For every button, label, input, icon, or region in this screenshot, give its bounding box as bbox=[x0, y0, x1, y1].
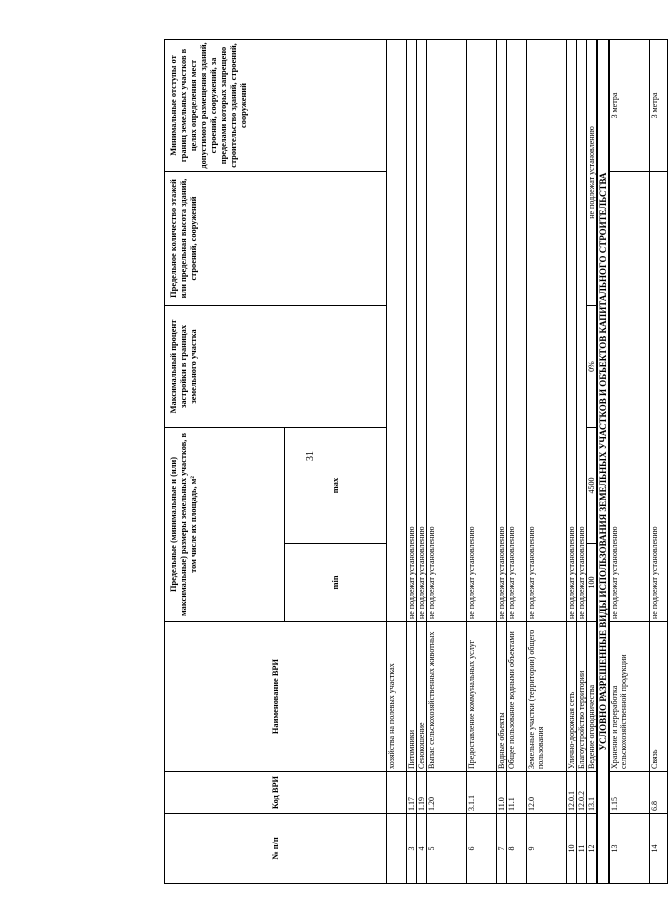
cell-value: не подлежат установлению bbox=[609, 172, 649, 622]
header-percent: Максимальный процент застройки в границах земельного участка bbox=[165, 306, 387, 428]
cell-value bbox=[387, 40, 407, 622]
cell-setback: 3 метра bbox=[649, 40, 667, 172]
cell-name: Водные объекты bbox=[497, 622, 507, 772]
cell-num: 7 bbox=[497, 814, 507, 884]
table-row bbox=[427, 40, 467, 884]
header-floors: Предельное количество этажей или предельная высота зданий, строений, сооружений bbox=[165, 172, 387, 306]
section-header-row bbox=[597, 40, 609, 884]
cell-value: не подлежат установлению bbox=[417, 40, 427, 622]
cell-code: 11.0 bbox=[497, 772, 507, 814]
cell-max: 4500 bbox=[587, 428, 598, 544]
cell-value: не подлежат установлению bbox=[507, 40, 527, 622]
cell-value: не подлежат установлению bbox=[427, 40, 467, 622]
cell-code: 11.1 bbox=[507, 772, 527, 814]
cell-num: 14 bbox=[649, 814, 667, 884]
header-min: min bbox=[285, 544, 387, 622]
cell-value: не подлежат установлению bbox=[649, 172, 667, 622]
header-sizes: Предельные (минимальные и (или) максимальные) размеры земельных участков, в том числе их площадь, м² bbox=[165, 428, 285, 622]
header-max: max bbox=[285, 428, 387, 544]
table-row bbox=[417, 40, 427, 884]
cell-code: 1.17 bbox=[407, 772, 417, 814]
cell-setback: 3 метра bbox=[609, 40, 649, 172]
cell-code: 13.1 bbox=[587, 772, 598, 814]
cell-name: Связь bbox=[649, 622, 667, 772]
cell-num: 6 bbox=[467, 814, 497, 884]
cell-num: 9 bbox=[527, 814, 567, 884]
cell-num: 11 bbox=[577, 814, 587, 884]
regulations-table bbox=[164, 39, 668, 884]
cell-num bbox=[387, 814, 407, 884]
table-row bbox=[497, 40, 507, 884]
cell-name: хозяйства на полевых участках bbox=[387, 622, 407, 772]
cell-name: Улично-дорожная сеть bbox=[567, 622, 577, 772]
cell-code: 12.0.1 bbox=[567, 772, 577, 814]
cell-num: 12 bbox=[587, 814, 598, 884]
cell-name: Ведение огородничества bbox=[587, 622, 598, 772]
table-row bbox=[567, 40, 577, 884]
cell-value: не подлежат установлению bbox=[407, 40, 417, 622]
cell-min: 100 bbox=[587, 544, 598, 622]
cell-num: 4 bbox=[417, 814, 427, 884]
cell-name: Общее пользование водными объектами bbox=[507, 622, 527, 772]
cell-num: 3 bbox=[407, 814, 417, 884]
cell-percent: 0% bbox=[587, 306, 598, 428]
cell-value: не подлежат установлению bbox=[567, 40, 577, 622]
cell-name: Хранение и переработка сельскохозяйственной продукции bbox=[609, 622, 649, 772]
cell-name: Предоставление коммунальных услуг bbox=[467, 622, 497, 772]
cell-num: 10 bbox=[567, 814, 577, 884]
table-row bbox=[587, 40, 598, 884]
cell-name: Благоустройство территории bbox=[577, 622, 587, 772]
table-row bbox=[507, 40, 527, 884]
cell-value: не подлежат установлению bbox=[497, 40, 507, 622]
cell-code: 1.20 bbox=[427, 772, 467, 814]
cell-num: 8 bbox=[507, 814, 527, 884]
cell-code bbox=[387, 772, 407, 814]
cell-value: не подлежат установлению bbox=[527, 40, 567, 622]
cell-value: не подлежат установлению bbox=[577, 40, 587, 622]
cell-code: 6.8 bbox=[649, 772, 667, 814]
cell-code: 1.19 bbox=[417, 772, 427, 814]
cell-num: 5 bbox=[427, 814, 467, 884]
table-row bbox=[467, 40, 497, 884]
header-num: № п/п bbox=[165, 814, 387, 884]
table-row bbox=[577, 40, 587, 884]
cell-code: 1.15 bbox=[609, 772, 649, 814]
cell-name: Выпас сельскохозяйственных животных bbox=[427, 622, 467, 772]
cell-value: не подлежат установлению bbox=[467, 40, 497, 622]
header-setbacks: Минимальные отступы от границ земельных участков в целях определения мест допустимого размещения зданий, строений, сооружений, за пределами которых запрещено строительство зданий, строений, сооружений bbox=[165, 40, 387, 172]
cell-num: 13 bbox=[609, 814, 649, 884]
table-row bbox=[649, 40, 667, 884]
cell-rest: не подлежат установлению bbox=[587, 40, 598, 306]
table-row bbox=[527, 40, 567, 884]
cell-name: Земельные участки (территории) общего пользования bbox=[527, 622, 567, 772]
cell-code: 12.0 bbox=[527, 772, 567, 814]
cell-name: Сенокошение bbox=[417, 622, 427, 772]
cell-code: 12.0.2 bbox=[577, 772, 587, 814]
table-row bbox=[609, 40, 649, 884]
header-code: Код ВРИ bbox=[165, 772, 387, 814]
page-number: 31 bbox=[305, 451, 316, 461]
cell-name: Питомники bbox=[407, 622, 417, 772]
rotated-table-container bbox=[164, 40, 659, 884]
header-name: Наименование ВРИ bbox=[165, 622, 387, 772]
table-row-continuation bbox=[387, 40, 407, 884]
section-title: УСЛОВНО РАЗРЕШЕННЫЕ ВИДЫ ИСПОЛЬЗОВАНИЯ ЗЕМЕЛЬНЫХ УЧАСТКОВ И ОБЪЕКТОВ КАПИТАЛЬНОГО СТРОИТЕЛЬСТВА bbox=[597, 40, 609, 884]
table-row bbox=[407, 40, 417, 884]
cell-code: 3.1.1 bbox=[467, 772, 497, 814]
